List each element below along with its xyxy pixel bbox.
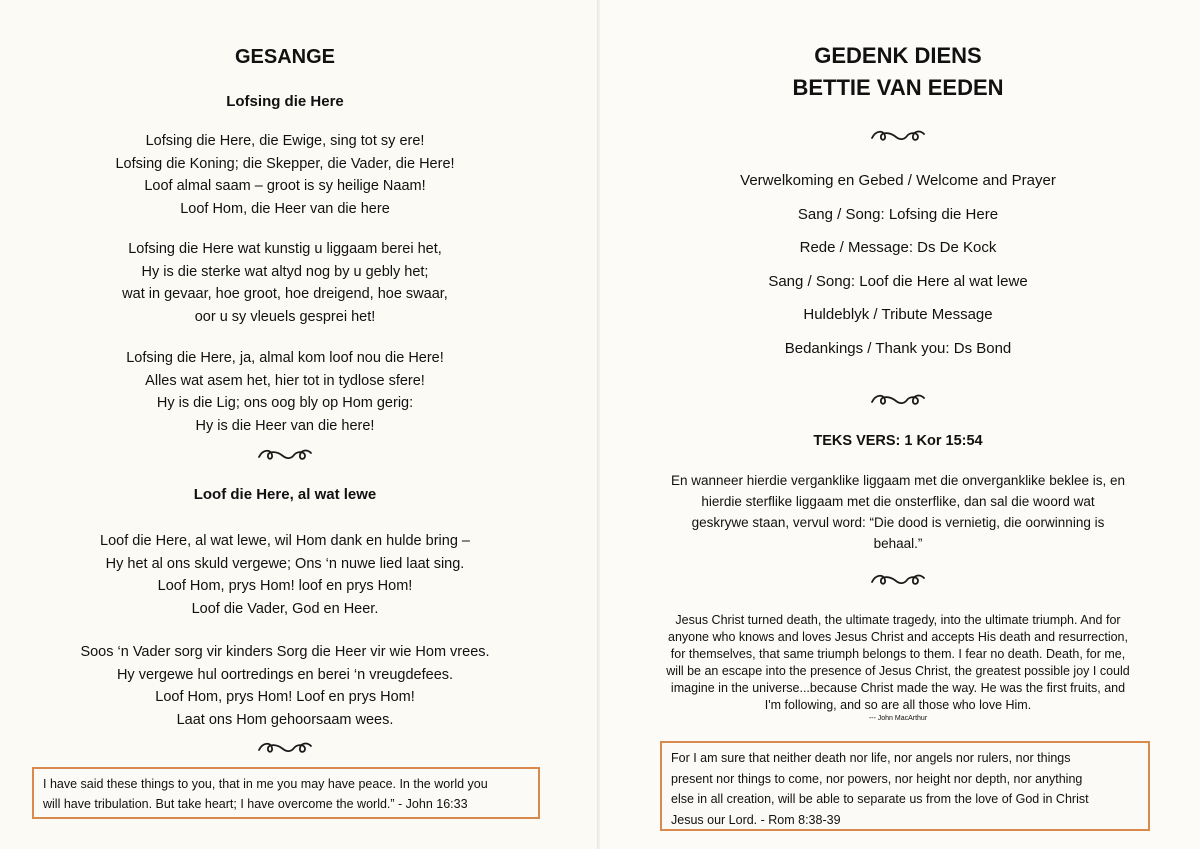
programme-list [600, 164, 1196, 366]
programme-item: Rede / Message: Ds De Kock [799, 239, 997, 257]
scripture-quote-box [32, 767, 540, 819]
quote-line: for themselves, that same triumph belongs to them. I fear no death. Death, for me, [670, 647, 1126, 661]
lyric-line: Alles wat asem het, hier tot in tydlose sfere! [145, 372, 425, 389]
lyric-line: wat in gevaar, hoe groot, hoe dreigend, hoe swaar, [122, 286, 448, 302]
programme-item: Bedankings / Thank you: Ds Bond [784, 339, 1012, 357]
quote-line: I have said these things to you, that in me you may have peace. In the world you [43, 777, 488, 791]
lyric-line: Lofsing die Here, die Ewige, sing tot sy ere! [145, 133, 425, 149]
flourish-ornament-icon [257, 445, 313, 463]
lyric-line: Hy is die sterke wat altyd nog by u gebly het; [141, 263, 429, 280]
quote-line: present nor things to come, nor powers, nor height nor depth, nor anything [671, 771, 1083, 786]
left-page [0, 0, 598, 849]
quote-line: Jesus our Lord. - Rom 8:38-39 [671, 812, 841, 827]
song-title: Loof die Here, al wat lewe [193, 486, 377, 503]
lyric-line: Lofsing die Here, ja, almal kom loof nou die Here! [126, 350, 444, 366]
flourish-ornament-icon [870, 390, 926, 408]
lyric-line: Loof die Vader, God en Heer. [191, 600, 379, 617]
lyric-line: Loof Hom, die Heer van die here [180, 200, 390, 217]
lyric-line: Hy het al ons skuld vergewe; Ons ‘n nuwe lied laat sing. [105, 555, 465, 572]
lyric-line: Lofsing die Here wat kunstig u liggaam berei het, [128, 241, 442, 257]
verse-line: En wanneer hierdie verganklike liggaam met die onverganklike beklee is, en [670, 473, 1125, 488]
lyric-line: Loof almal saam – groot is sy heilige Naam! [144, 178, 426, 194]
verse-heading: TEKS VERS: 1 Kor 15:54 [813, 433, 983, 449]
quote-line: else in all creation, will be able to separate us from the love of God in Christ [671, 792, 1089, 806]
programme-item: Sang / Song: Loof die Here al wat lewe [768, 272, 1028, 290]
lyric-line: Loof die Here, al wat lewe, wil Hom dank en hulde bring – [100, 533, 470, 549]
quote-attribution: --- John MacArthur [868, 715, 928, 722]
lyric-line: Lofsing die Koning; die Skepper, die Vader, die Here! [115, 155, 455, 172]
stanza [0, 530, 570, 620]
quote-line: will have tribulation. But take heart; I have overcome the world.” - John 16:33 [43, 797, 468, 811]
lyric-line: Soos ‘n Vader sorg vir kinders Sorg die Heer vir wie Hom vrees. [80, 644, 490, 660]
stanza [0, 130, 570, 220]
programme-item: Verwelkoming en Gebed / Welcome and Prayer [740, 172, 1056, 189]
page-heading: GESANGE [234, 46, 336, 68]
verse-line: behaal.” [873, 536, 923, 551]
stanza [0, 238, 570, 328]
service-title-line: GEDENK DIENS [814, 43, 982, 68]
quote-line: I'm following, and so are all those who love Him. [764, 698, 1032, 712]
quote-line: imagine in the universe...because Christ made the way. He was the first fruits, and [670, 681, 1126, 695]
lyric-line: oor u sy vleuels gesprei het! [194, 308, 376, 325]
quote-line: Jesus Christ turned death, the ultimate tragedy, into the ultimate triumph. And for [675, 613, 1121, 627]
verse-line: hierdie sterflike liggaam met die onsterflike, dan sal die woord wat [701, 494, 1095, 509]
deceased-name: BETTIE VAN EEDEN [792, 75, 1004, 100]
flourish-ornament-icon [870, 570, 926, 588]
scripture-quote-box [660, 741, 1150, 831]
quote-line: will be an escape into the presence of Jesus Christ, the greatest possible joy I could [666, 664, 1130, 678]
song-title: Lofsing die Here [226, 93, 344, 110]
lyric-line: Loof Hom, prys Hom! loof en prys Hom! [157, 578, 413, 594]
lyric-line: Loof Hom, prys Hom! Loof en prys Hom! [155, 689, 415, 705]
flourish-ornament-icon [257, 738, 313, 756]
quote-line: For I am sure that neither death nor life, nor angels nor rulers, nor things [671, 751, 1071, 765]
macarthur-quote [600, 612, 1196, 714]
quote-line: anyone who knows and loves Jesus Christ and accepts His death and resurrection, [668, 630, 1128, 644]
verse-text [600, 470, 1196, 554]
lyric-line: Laat ons Hom gehoorsaam wees. [176, 711, 394, 728]
stanza [0, 347, 570, 437]
verse-line: geskrywe staan, vervul word: “Die dood is vernietig, die oorwinning is [691, 515, 1105, 530]
lyric-line: Hy vergewe hul oortredings en berei ‘n vreugdefees. [116, 666, 454, 683]
flourish-ornament-icon [870, 126, 926, 144]
right-page [600, 0, 1200, 849]
lyric-line: Hy is die Heer van die here! [195, 417, 375, 434]
service-title [600, 40, 1196, 104]
stanza [0, 641, 570, 731]
programme-item: Sang / Song: Lofsing die Here [797, 205, 999, 223]
programme-item: Huldeblyk / Tribute Message [803, 306, 993, 324]
lyric-line: Hy is die Lig; ons oog bly op Hom gerig: [156, 395, 414, 411]
